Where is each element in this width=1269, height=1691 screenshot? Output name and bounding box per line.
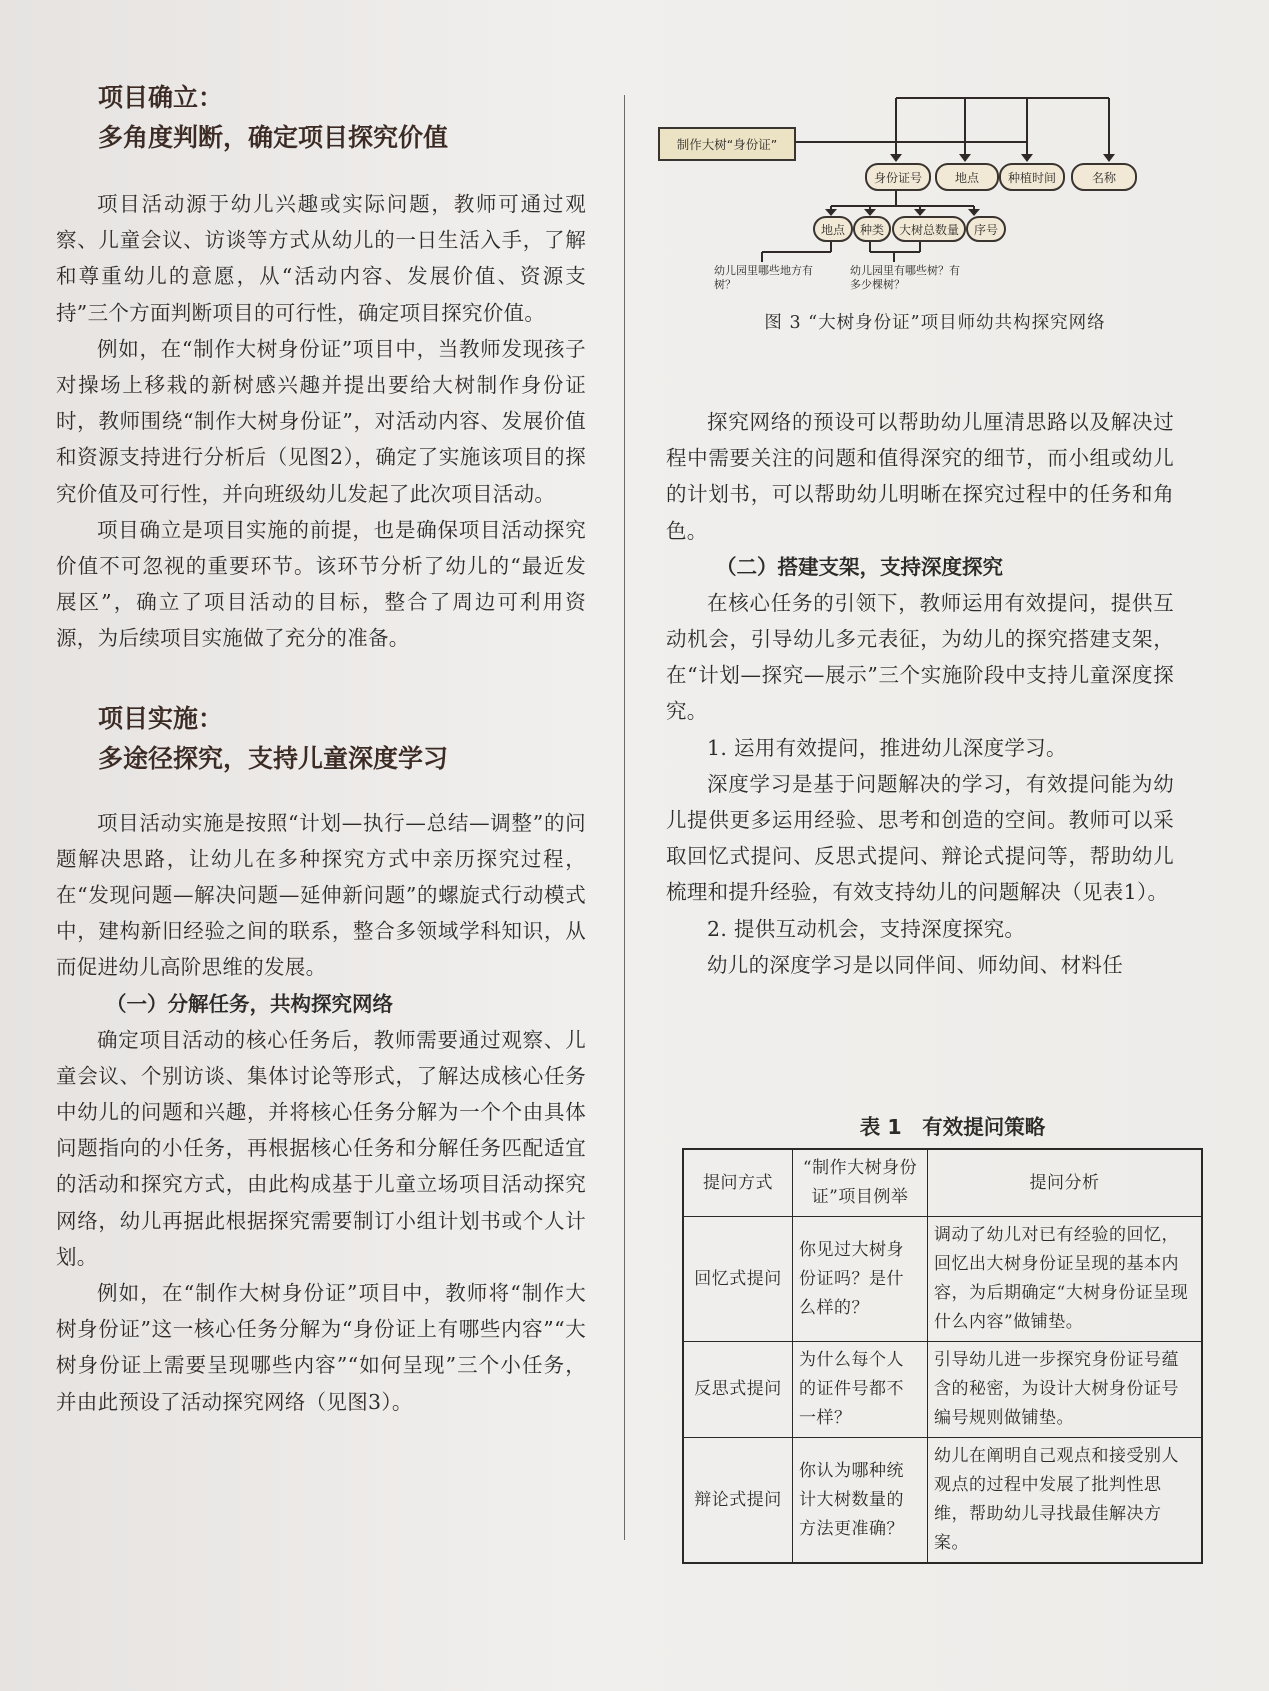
table-row <box>683 1217 1202 1342</box>
questioning-strategy-table <box>682 1148 1203 1564</box>
table-header-row <box>683 1149 1202 1217</box>
diagram-node: 身份证号 <box>865 163 931 191</box>
paragraph: 项目活动实施是按照“计划—执行—总结—调整”的问题解决思路，让幼儿在多种探究方式中亲历探究过程，在“发现问题—解决问题—延伸新问题”的螺旋式行动模式中，建构新旧经验之间的联系，整合多领域学科知识，从而促进幼儿高阶思维的发展。 <box>56 810 586 980</box>
diagram-node: 名称 <box>1071 163 1137 191</box>
inquiry-network-diagram <box>654 90 1162 305</box>
left-column <box>56 78 586 1420</box>
paragraph: 项目活动源于幼儿兴趣或实际问题，教师可通过观察、儿童会议、访谈等方式从幼儿的一日生活入手，了解和尊重幼儿的意愿，从“活动内容、发展价值、资源支持”三个方面判断项目的可行性，确定项目探究价值。 <box>56 192 586 325</box>
table-row <box>683 1342 1202 1438</box>
diagram-node: 种植时间 <box>999 163 1065 191</box>
paragraph: 项目确立是项目实施的前提，也是确保项目活动探究价值不可忽视的重要环节。该环节分析了幼儿的“最近发展区”，确立了项目活动的目标，整合了周边可利用资源，为后续项目实施做了充分的准备。 <box>56 517 586 651</box>
section-title-line1: 项目确立： <box>98 83 224 112</box>
section-title-line1: 项目实施： <box>98 703 224 733</box>
paragraph: 探究网络的预设可以帮助幼儿厘清思路以及解决过程中需要关注的问题和值得深究的细节，而小组或幼儿的计划书，可以帮助幼儿明晰在探究过程中的任务和角色。 <box>666 410 1174 543</box>
section-heading-establish <box>56 78 586 158</box>
diagram-root-node: 制作大树“身份证” <box>658 127 796 161</box>
paragraph: 例如，在“制作大树身份证”项目中，当教师发现孩子对操场上移栽的新树感兴趣并提出要给大树制作身份证时，教师围绕“制作大树身份证”，对活动内容、发展价值和资源支持进行分析后（见图2），确定了实施该项目的探究价值及可行性，并向班级幼儿发起了此次项目活动。 <box>56 336 586 506</box>
diagram-node: 地点 <box>813 216 853 242</box>
table-cell: 引导幼儿进一步探究身份证号蕴含的秘密，为设计大树身份证号编号规则做铺垫。 <box>928 1342 1203 1438</box>
section-title-line2: 多角度判断，确定项目探究价值 <box>98 123 449 152</box>
table-cell: 辩论式提问 <box>683 1438 793 1564</box>
figure-caption: 图 3 “大树身份证”项目师幼共构探究网络 <box>764 313 1106 333</box>
diagram-node: 地点 <box>935 163 999 191</box>
table-title: 表 1 有效提问策略 <box>859 1115 1046 1139</box>
paragraph: 在核心任务的引领下，教师运用有效提问，提供互动机会，引导幼儿多元表征，为幼儿的探究搭建支架，在“计划—探究—展示”三个实施阶段中支持儿童深度探究。 <box>666 590 1174 724</box>
table-cell: 你见过大树身份证吗？是什么样的？ <box>793 1217 928 1342</box>
diagram-node: 种类 <box>853 216 891 242</box>
table-cell: 你认为哪种统计大树数量的方法更准确？ <box>793 1438 928 1564</box>
table-cell: 回忆式提问 <box>683 1217 793 1342</box>
paragraph: 确定项目活动的核心任务后，教师需要通过观察、儿童会议、个别访谈、集体讨论等形式，了解达成核心任务中幼儿的问题和兴趣，并将核心任务分解为一个个由具体问题指向的小任务，再根据核心任务和分解任务匹配适宜的活动和探究方式，由此构成基于儿童立场项目活动探究网络，幼儿再据此根据探究需要制订小组计划书或个人计划。 <box>56 1027 586 1269</box>
column-header: 提问分析 <box>928 1149 1203 1217</box>
right-column <box>666 90 1174 983</box>
diagram-node: 序号 <box>966 216 1006 242</box>
paragraph: 例如，在“制作大树身份证”项目中，教师将“制作大树身份证”这一核心任务分解为“身份证上有哪些内容”“大树身份证上需要呈现哪些内容”“如何呈现”三个小任务，并由此预设了活动探究网络（见图3）。 <box>56 1281 586 1414</box>
section-heading-implement <box>56 699 586 779</box>
table-cell: 反思式提问 <box>683 1342 793 1438</box>
column-divider <box>624 95 625 1540</box>
diagram-note: 幼儿园里有哪些树？有多少棵树？ <box>850 264 960 291</box>
diagram-note: 幼儿园里哪些地方有树？ <box>714 264 813 291</box>
subsection-heading: （二）搭建支架，支持深度探究 <box>716 554 1003 579</box>
section-title-line2: 多途径探究，支持儿童深度学习 <box>98 743 449 773</box>
table-cell: 调动了幼儿对已有经验的回忆，回忆出大树身份证呈现的基本内容，为后期确定“大树身份证呈现什么内容”做铺垫。 <box>928 1217 1203 1342</box>
column-header: 提问方式 <box>683 1149 793 1217</box>
paragraph: 幼儿的深度学习是以同伴间、师幼间、材料任 <box>707 952 1123 977</box>
paragraph: 1. 运用有效提问，推进幼儿深度学习。 <box>707 735 1067 760</box>
paragraph: 深度学习是基于问题解决的学习，有效提问能为幼儿提供更多运用经验、思考和创造的空间。教师可以采取回忆式提问、反思式提问、辩论式提问等，帮助幼儿梳理和提升经验，有效支持幼儿的问题解决（见表1）。 <box>666 771 1174 905</box>
paragraph: 2. 提供互动机会，支持深度探究。 <box>707 916 1026 941</box>
table-cell: 为什么每个人的证件号都不一样？ <box>793 1342 928 1438</box>
subsection-heading: （一）分解任务，共构探究网络 <box>106 991 393 1016</box>
table-cell: 幼儿在阐明自己观点和接受别人观点的过程中发展了批判性思维，帮助幼儿寻找最佳解决方案。 <box>928 1438 1203 1564</box>
table-row <box>683 1438 1202 1564</box>
column-header: “制作大树身份证”项目例举 <box>793 1149 928 1217</box>
diagram-node: 大树总数量 <box>892 216 966 242</box>
